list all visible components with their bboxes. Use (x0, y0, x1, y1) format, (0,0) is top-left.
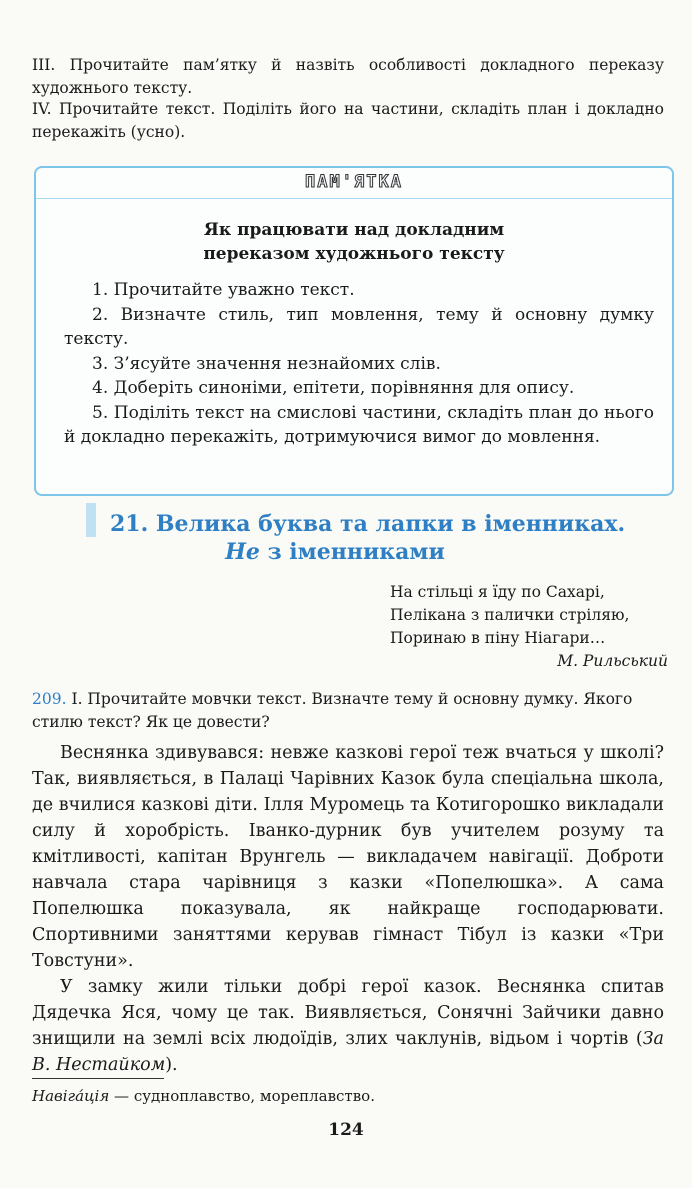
section-title (110, 510, 650, 566)
task-4: IV. Прочитайте текст. Поділіть його на частини, складіть план і докладно перекажіть (усно). (32, 100, 664, 141)
story-paragraph-2-main: У замку жили тільки добрі герої казок. Веснянка спитав Дядечка Яся, чому це так. Виявляється, Сонячні Зайчики давно знищили на землі всіх людоїдів, злих чаклунів, відьом і чортів ( (32, 977, 664, 1049)
exercise-number: 209. (32, 690, 67, 708)
memo-title: ПАМ'ЯТКА (305, 172, 403, 192)
memo-item: 5. Поділіть текст на смислові частини, складіть план до нього й докладно перекажіть, дотримуючися вимог до мовлення. (64, 402, 654, 447)
epigraph-line: Поринаю в піну Ніагари… (390, 629, 606, 647)
footnote-divider (32, 1078, 164, 1079)
story-paragraph-2 (32, 974, 664, 1078)
memo-item: 1. Прочитайте уважно текст. (92, 280, 355, 300)
memo-heading-line1: Як працювати над докладним (203, 220, 505, 240)
memo-item: 2. Визначте стиль, тип мовлення, тему й основну думку тексту. (64, 304, 654, 349)
section-title-line1: 21. Велика буква та лапки в іменниках. (110, 511, 626, 537)
story-paragraph-2-end: ). (165, 1055, 178, 1075)
memo-item: 3. З’ясуйте значення незнайомих слів. (92, 353, 441, 374)
section-title-rest: з іменниками (259, 539, 445, 565)
page-number: 124 (328, 1120, 364, 1140)
epigraph-author: М. Рильський (557, 652, 668, 670)
epigraph-line: На стільці я їду по Сахарі, (390, 583, 605, 601)
exercise-instruction: І. Прочитайте мовчки текст. Визначте тему й основну думку. Якого стилю текст? Як це довести? (32, 690, 633, 731)
section-marker (86, 503, 96, 537)
memo-list (64, 278, 654, 450)
memo-heading (36, 218, 672, 266)
section-title-line2 (110, 538, 650, 566)
memo-box (34, 166, 674, 496)
memo-heading-line2: переказом художнього тексту (203, 244, 505, 264)
story-paragraph-1: Веснянка здивувався: невже казкові герої теж вчаться у школі? Так, виявляється, в Палаці Чарівних Казок була спеціальна школа, де вчилися казкові діти. Ілля Муромець та Котигорошко викладали силу й хоробрість. Іванко-дурник був учителем розуму та кмітливості, капітан Врунгель — викладачем навігації. Доброти навчала стара чарівниця з казки «Попелюшка». А сама Попелюшка показувала, як найкраще господарювати. Спортивними заняттями керував гімнаст Тібул із казки «Три Товстуни». (32, 743, 664, 971)
footnote-definition: — судноплавство, мореплавство. (109, 1087, 375, 1105)
footnote (32, 1085, 664, 1107)
memo-item: 4. Доберіть синоніми, епітети, порівняння для опису. (92, 378, 575, 398)
task-3: III. Прочитайте пам’ятку й назвіть особливості докладного переказу художнього тексту. (32, 56, 664, 97)
memo-header (36, 168, 672, 199)
epigraph-line: Пелікана з палички стріляю, (390, 606, 630, 624)
epigraph (390, 581, 670, 673)
story-source: За В. Нестайком (32, 1029, 664, 1075)
section-title-italic: Не (225, 539, 260, 565)
footnote-term: Навіга́ція (32, 1087, 110, 1105)
story-text (32, 740, 664, 1078)
exercise-209 (32, 688, 664, 734)
